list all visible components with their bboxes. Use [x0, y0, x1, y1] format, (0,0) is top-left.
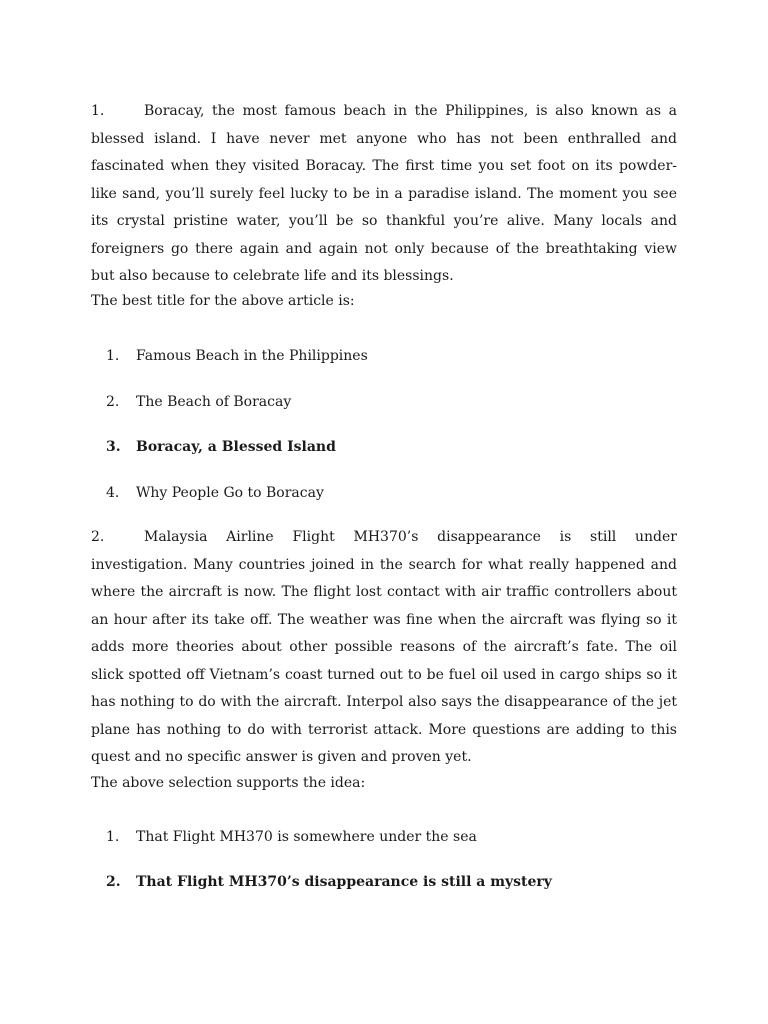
question-2-number: 2.	[91, 529, 105, 545]
option-text: Boracay, a Blessed Island	[136, 439, 336, 455]
question-1-passage	[91, 98, 677, 291]
option-text: Famous Beach in the Philippines	[136, 348, 368, 364]
question-1-prompt-block	[91, 288, 677, 316]
question-1-option-1	[106, 346, 368, 366]
option-text: That Flight MH370 is somewhere under the sea	[136, 829, 477, 845]
option-number: 1.	[106, 348, 120, 364]
question-2-passage-block	[91, 524, 677, 772]
question-2-passage-text: Malaysia Airline Flight MH370’s disappearance is still under investigation. Many countries joined in the search for what really happened and where the aircraft is now. The flight lost contact with air traffic controllers about an hour after its take off. The weather was fine when the aircraft was flying so it adds more theories about other possible reasons of the aircraft’s fate. The oil slick spotted off Vietnam’s coast turned out to be fuel oil used in cargo ships so it has nothing to do with the aircraft. Interpol also says the disappearance of the jet plane has nothing to do with terrorist attack. More questions are adding to this quest and no specific answer is given and proven yet.	[91, 529, 677, 765]
option-text: Why People Go to Boracay	[136, 485, 324, 501]
question-2-passage	[91, 524, 677, 772]
option-text: The Beach of Boracay	[136, 394, 292, 410]
question-1-option-3	[106, 437, 336, 457]
question-1-number: 1.	[91, 103, 105, 119]
question-1-passage-block	[91, 98, 677, 291]
question-2-option-2	[106, 872, 552, 892]
option-number: 4.	[106, 485, 120, 501]
option-number: 2.	[106, 394, 120, 410]
question-2-prompt-block	[91, 770, 677, 798]
question-2-option-1	[106, 827, 477, 847]
question-1-option-4	[106, 483, 324, 503]
question-2-prompt: The above selection supports the idea:	[91, 775, 366, 791]
option-number: 3.	[106, 439, 121, 455]
option-number: 2.	[106, 874, 121, 890]
question-1-passage-text: Boracay, the most famous beach in the Philippines, is also known as a blessed island. I have never met anyone who has not been enthralled and fascinated when they visited Boracay. The first time you set foot on its powder-like sand, you’ll surely feel lucky to be in a paradise island. The moment you see its crystal pristine water, you’ll be so thankful you’re alive. Many locals and foreigners go there again and again not only because of the breathtaking view but also because to celebrate life and its blessings.	[91, 103, 677, 284]
option-text: That Flight MH370’s disappearance is still a mystery	[136, 874, 552, 890]
question-1-prompt: The best title for the above article is:	[91, 293, 355, 309]
option-number: 1.	[106, 829, 120, 845]
question-1-option-2	[106, 392, 291, 412]
